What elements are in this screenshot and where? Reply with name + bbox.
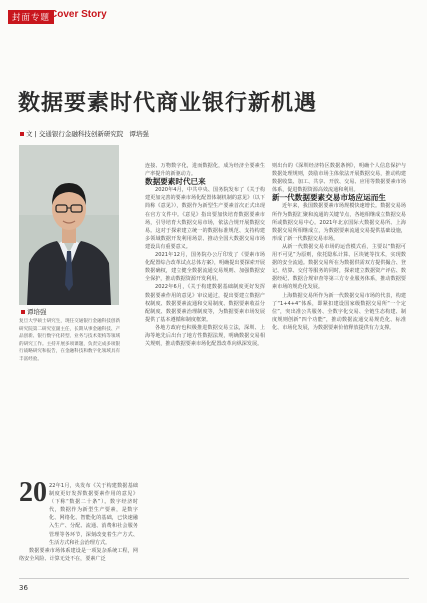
byline-author: 谭培强 [129,130,149,138]
paragraph: 则出台的《深圳经济特区数据条例》，明确个人信息保护与数据处理规则，鼓励市场主体依法开展数据交易，推动构建数据收集、加工、共享、开放、交易、应用等数据要素市场体系，促进数据资源高效流通和利用。 [272,163,406,194]
paragraph: 2021年12月，国务院办公厅印发了《要素市场化配置综合改革试点总体方案》，明确提出要探索开展数据确权，建立健全数据流通交易规则、加强数据安全保护，推动数据资源开发利用。 [145,252,265,283]
author-caption [21,307,47,316]
author-photo [19,145,119,305]
section-title-en: Cover Story [50,9,107,20]
byline-affiliation: 文 | 交通银行金融科技创新研究院 [26,130,124,138]
paragraph: 各地方政府也积极推进数据交易立法，深圳、上海等地先后出台了地方性数据法规，明确数据交易相关规则，推动数据要素市场化配置改革向纵深发展。 [145,324,265,348]
subheading: 数据要素时代已来 [145,177,206,187]
subheading: 新一代数据要素交易市场应运而生 [272,193,386,203]
footer-divider [19,578,409,579]
paragraph: 22年1月，央发布《关于构建数据基础制度更好发挥数据要素作用的意见》（下称“数据二十条”）。数字经济时代，数据作为新型生产要素，是数字化、网络化、智能化的基础，已快速融入生产、分配、流通、消费和社会服务管理等各环节，深刻改变着生产方式、生活方式和社会治理方式。 [49,483,138,546]
paragraph: 连接、万物数字化，进而数据化，成为经济全要素生产率提升的新驱动力。 [145,163,265,178]
article-title: 数据要素时代商业银行新机遇 [18,91,318,116]
author-portrait-image [19,145,119,305]
paragraph: 数据要素市场体系建设是一项复杂系统工程，网络安全风险、计算无处不在，要素广泛 [19,547,138,562]
column-2 [145,162,265,348]
paragraph: 2020年4月，中共中央、国务院发布了《关于构建更加完善的要素市场化配置体制机制的意见》（以下简称《意见》），数据作为新型生产要素首次正式出现在官方文件中。《意见》指出要加快培育数据要素市场，引导培育大数据交易市场，依法合规开展数据交易。这对于探索建立统一的数据标准规范、支持构建多领域数据开发利用场景、推动全国大数据交易市场建设具有重要意义。 [145,187,265,250]
byline [20,129,149,138]
paragraph: 从新一代数据交易市场的运营模式看，主要以“数据可用不可见”为原则，依托隐私计算、区块链等技术，实现数据的安全流通。数据交易所在为数据供需双方提供撮合、登记、结算、交付等服务的同时，探索建立数据资产评估、数据经纪、数据合规审查等第三方专业服务体系，推动数据要素市场的规范化发展。 [272,243,406,291]
caption-marker [21,310,25,314]
author-bio: 复旦大学硕士研究生，现任交通银行金融科技创新研究院第二研究室副主任，长期从事金融科技、产品创新、银行数字化转型、业务与技术架构等领域的研究工作。主持开展多项课题，负责完成多项银行战略研究和报告，在金融科技和数字化领域具有丰富经验。 [19,319,121,362]
author-caption-name: 谭培强 [27,308,47,316]
paragraph: 2022年6月，《关于构建数据基础制度更好发挥数据要素作用的意见》审议通过，提出要建立数据产权制度、数据要素流通和交易制度、数据要素收益分配制度、数据要素治理制度等，为数据要素市场发展提供了基本遵循和制度框架。 [145,284,265,323]
section-tag: 封面专题 [8,10,54,24]
drop-cap: 20 [19,477,47,508]
column-1 [19,477,138,563]
paragraph: 上海数据交易所作为新一代数据交易市场的代表，构建了“1+4+4”体系，即紧扣建设国家级数据交易所“一个定位”，突出准公共服务、全数字化交易、全链生态构建、制度规则创新“四个功能”，推动数据流通交易规范化、标准化、市场化发展，为数据要素价值释放提供有力支撑。 [272,292,406,331]
column-3 [272,162,406,332]
byline-marker [20,132,24,136]
page-number: 36 [19,584,28,592]
paragraph: 近年来，我国数据要素市场规模快速增长。数据交易场所作为数据汇聚和流通的关键节点，各地相继成立数据交易所或数据交易中心。2021年北京国际大数据交易所、上海数据交易所相继成立，为数据要素流通交易提供基础设施，形成了新一代数据交易市场。 [272,203,406,242]
